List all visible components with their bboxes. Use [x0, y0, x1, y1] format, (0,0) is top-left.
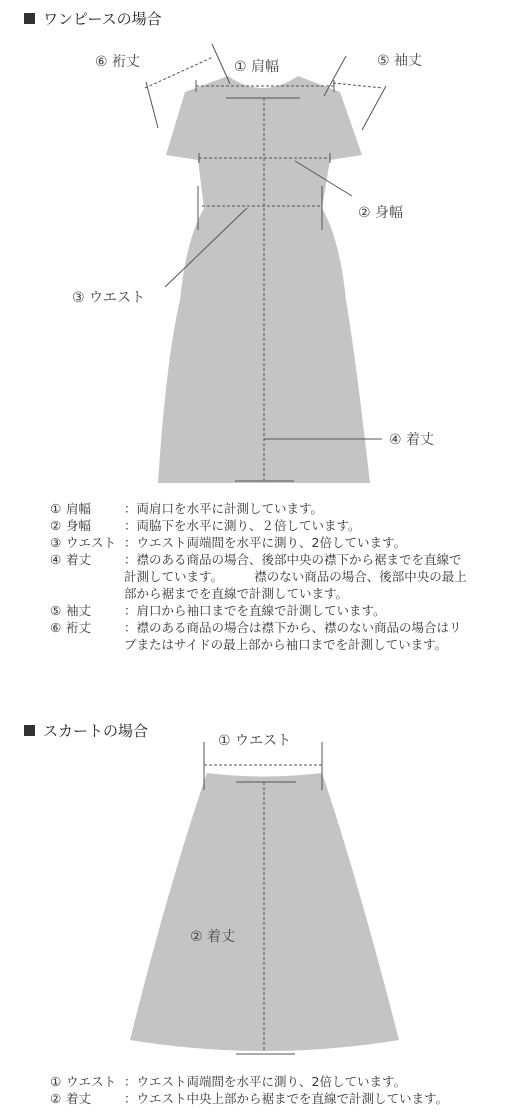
- skirt-section-title: スカートの場合: [24, 720, 148, 741]
- legend-row: ④ 着丈 ：襟のある商品の場合、後部中央の襟下から裾までを直線で計測しています。 襟のない商品の場合、後部中央の最上部から裾までを直線で計測しています。: [50, 552, 467, 601]
- label-bust: ② 身幅: [358, 205, 404, 221]
- skirt-legend: [50, 1073, 469, 1107]
- legend-row: ⑤ 袖丈 ：肩口から袖口までを直線で計測しています。: [50, 603, 386, 618]
- dress-section-title: ワンピースの場合: [24, 8, 162, 29]
- label-shoulder: ① 肩幅: [234, 59, 280, 75]
- label-sleeve: ⑤ 袖丈: [377, 53, 423, 69]
- legend-row: ③ ウエスト ：ウエスト両端間を水平に測り、2倍しています。: [50, 535, 406, 550]
- label-waist: ③ ウエスト: [72, 290, 146, 306]
- legend-row: ① ウエスト ：ウエスト両端間を水平に測り、2倍しています。: [50, 1074, 406, 1089]
- legend-row: ① 肩幅 ：両肩口を水平に計測しています。: [50, 501, 324, 516]
- label-yuki: ⑥ 裄丈: [95, 54, 141, 70]
- skirt-diagram: [0, 720, 520, 1060]
- dress-legend: [50, 500, 469, 653]
- label-skirt-length: ② 着丈: [190, 929, 236, 945]
- legend-row: ⑥ 裄丈 ：襟のある商品の場合は襟下から、襟のない商品の場合はリブまたはサイドの最上部から袖口までを計測しています。: [50, 620, 462, 652]
- label-skirt-waist: ① ウエスト: [218, 733, 292, 749]
- legend-row: ② 身幅 ：両脇下を水平に測り、２倍しています。: [50, 518, 361, 533]
- dress-diagram: [0, 0, 520, 490]
- legend-row: ② 着丈 ：ウエスト中央上部から裾までを直線で計測しています。: [50, 1091, 449, 1106]
- label-length: ④ 着丈: [389, 432, 435, 448]
